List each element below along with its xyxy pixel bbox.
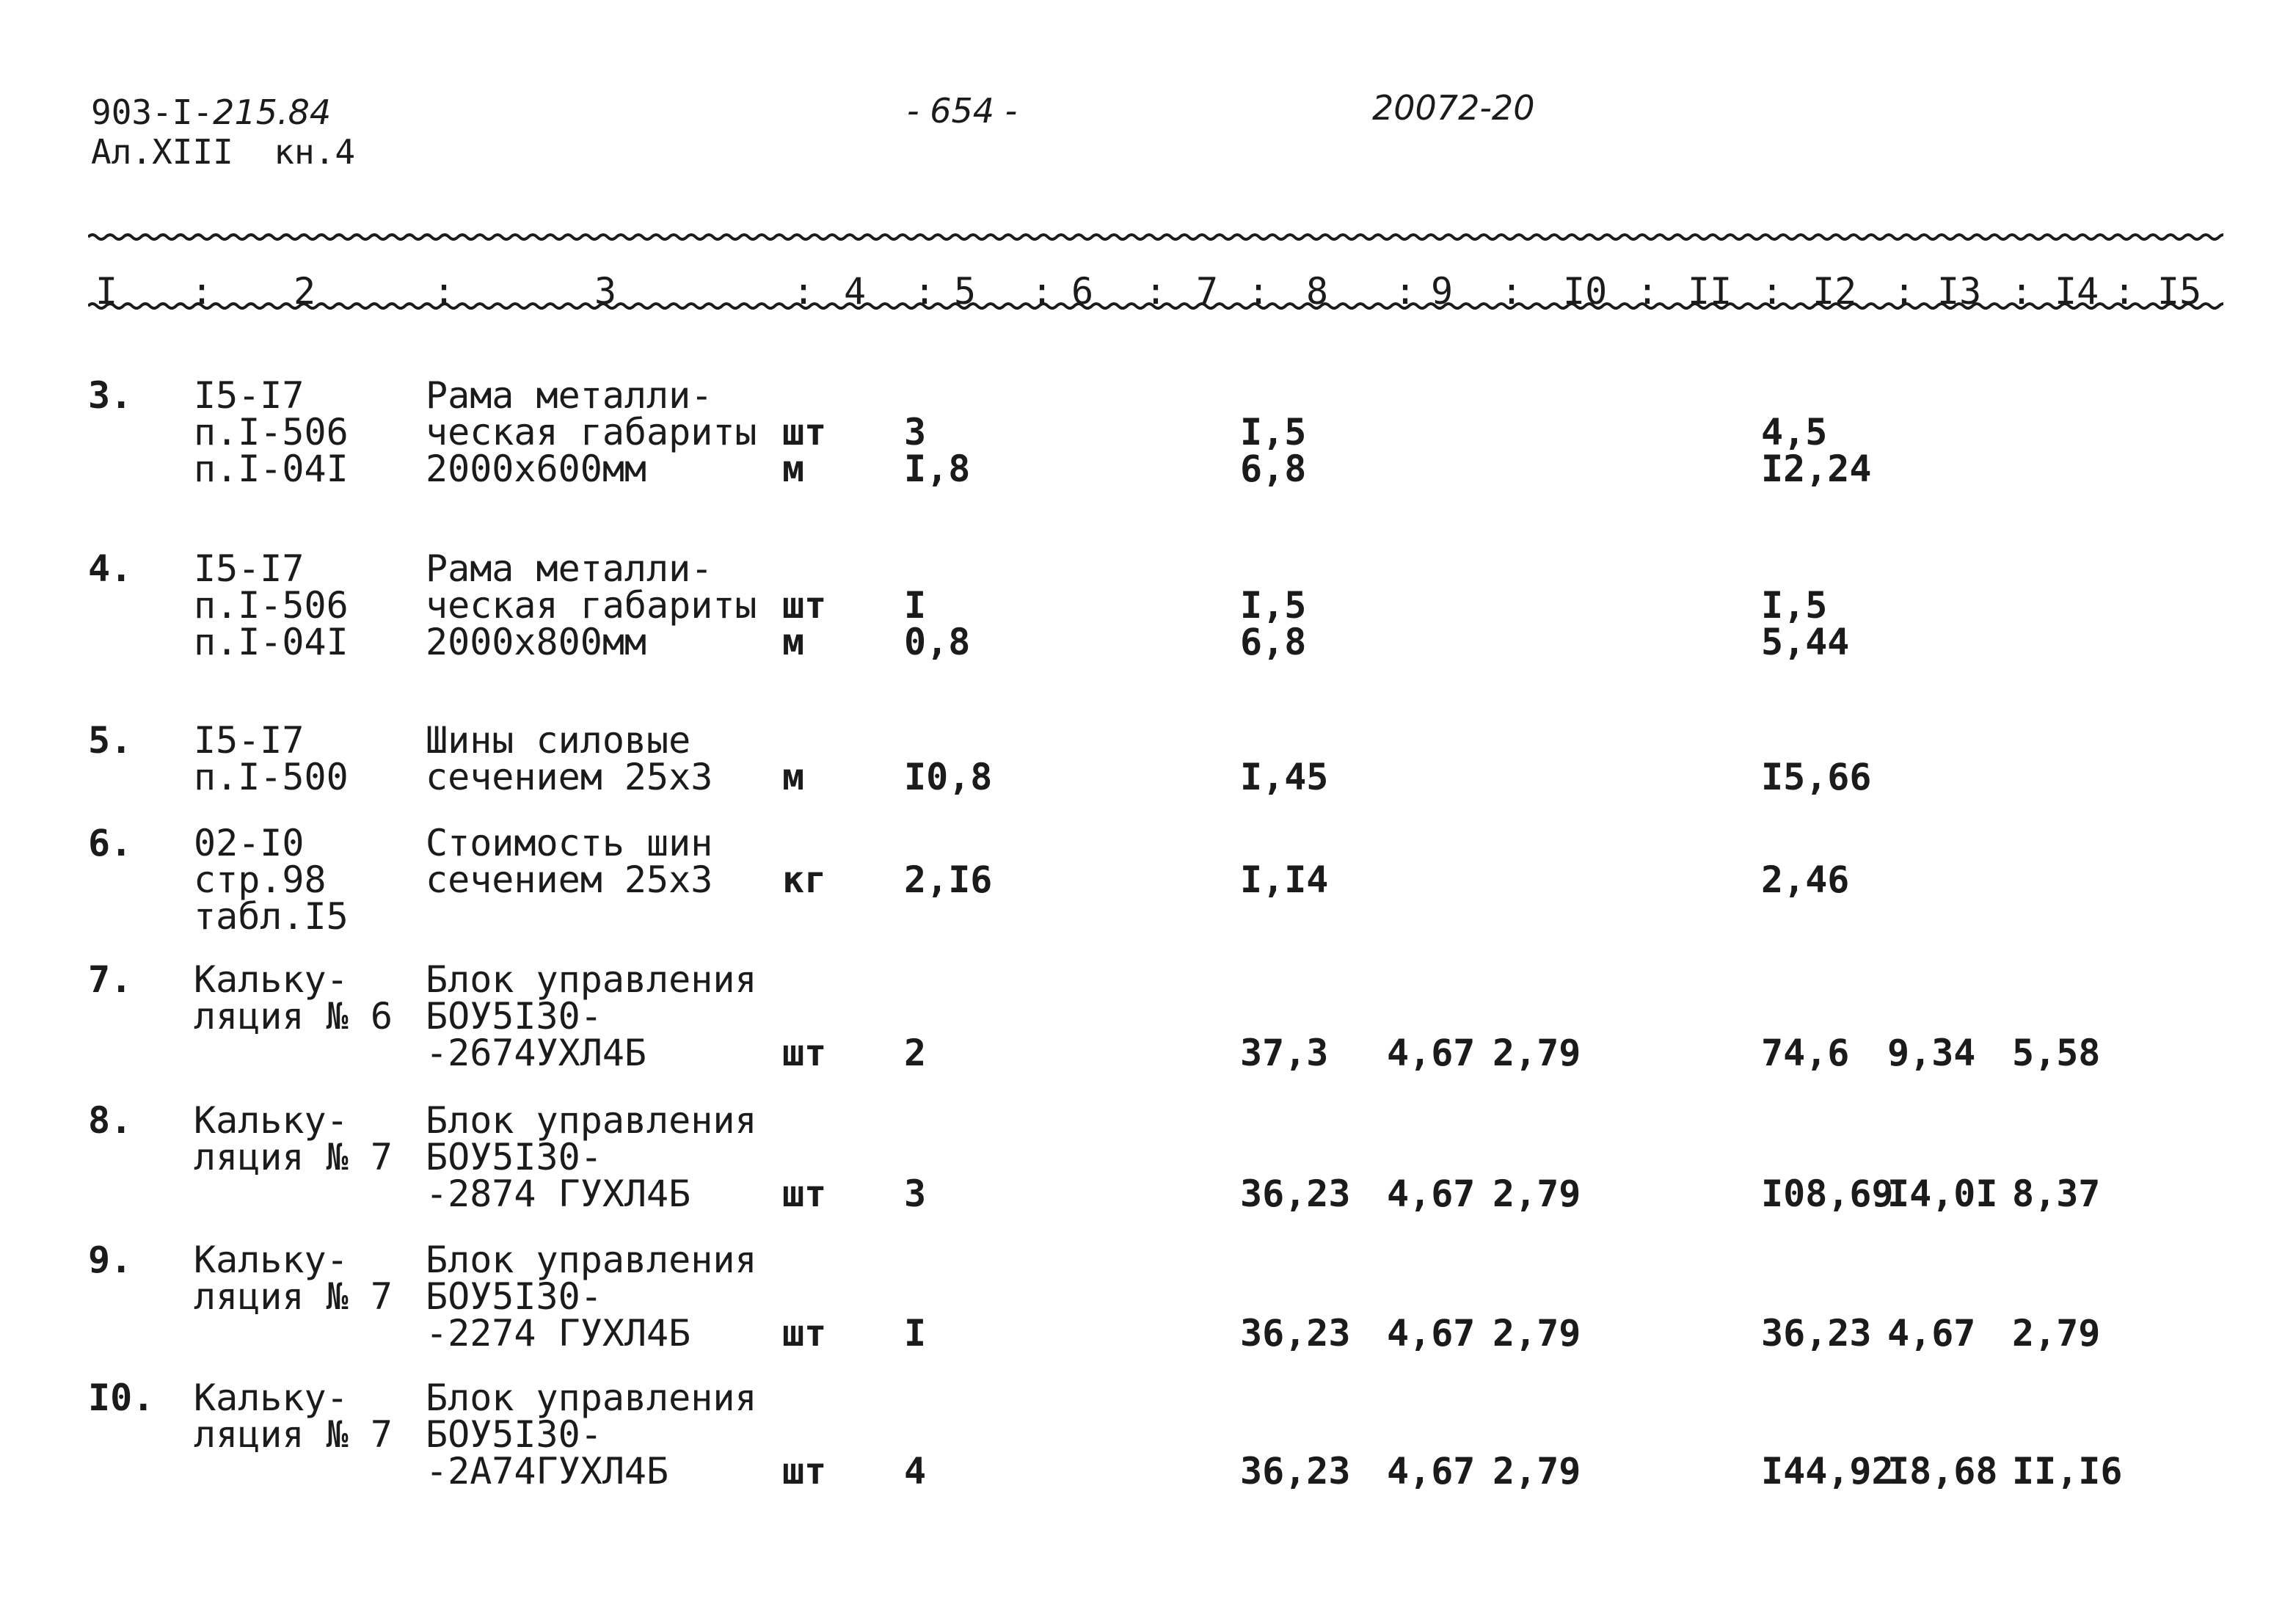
item-name: БОУ5I30- <box>426 1136 602 1178</box>
unit-cost-wages: 4,67 <box>1387 1032 1476 1074</box>
basis-text: табл.I5 <box>194 895 349 938</box>
item-name: Шины силовые <box>426 719 691 762</box>
unit: шт <box>782 1173 827 1215</box>
unit-cost: 36,23 <box>1240 1450 1351 1492</box>
unit-cost: 36,23 <box>1240 1173 1351 1215</box>
column-header: 8 <box>1306 270 1329 313</box>
column-header: 4 <box>844 270 867 313</box>
basis-text: п.I-500 <box>194 756 349 798</box>
total-machines: 5,58 <box>2012 1032 2101 1074</box>
unit-cost-machines: 2,79 <box>1493 1450 1581 1492</box>
quantity: 3 <box>904 1173 927 1215</box>
total-machines: 8,37 <box>2012 1173 2101 1215</box>
row-number: 9. <box>88 1239 133 1281</box>
total-cost: 5,44 <box>1761 621 1850 663</box>
basis-text: п.I-506 <box>194 584 349 627</box>
item-name: ческая габариты <box>426 411 757 453</box>
item-name: сечением 25х3 <box>426 756 713 798</box>
item-name: 2000х800мм <box>426 621 647 663</box>
unit: м <box>782 448 805 490</box>
top-rule <box>88 232 2223 242</box>
total-cost: 36,23 <box>1761 1312 1872 1355</box>
column-header: 7 <box>1196 270 1219 313</box>
unit-cost: 37,3 <box>1240 1032 1329 1074</box>
unit-cost-machines: 2,79 <box>1493 1312 1581 1355</box>
unit: шт <box>782 1312 827 1355</box>
basis-text: I5-I7 <box>194 547 305 590</box>
unit-cost-wages: 4,67 <box>1387 1312 1476 1355</box>
quantity: I <box>904 1312 927 1355</box>
column-separator: : <box>792 270 815 313</box>
item-name: -2274 ГУХЛ4Б <box>426 1312 691 1355</box>
column-header: I3 <box>1937 270 1982 313</box>
row-number: 7. <box>88 958 133 1001</box>
item-name: Стоимость шин <box>426 822 713 864</box>
basis-text: Кальку- <box>194 1377 349 1419</box>
total-machines: II,I6 <box>2012 1450 2123 1492</box>
item-name: БОУ5I30- <box>426 995 602 1038</box>
basis-text: I5-I7 <box>194 719 305 762</box>
basis-text: п.I-04I <box>194 621 349 663</box>
total-machines: 2,79 <box>2012 1312 2101 1355</box>
basis-text: Кальку- <box>194 1239 349 1281</box>
total-cost: I,5 <box>1761 584 1828 627</box>
column-separator: : <box>914 270 936 313</box>
total-cost: 74,6 <box>1761 1032 1850 1074</box>
column-separator: : <box>1394 270 1417 313</box>
document-code <box>91 92 332 132</box>
row-number: 6. <box>88 822 133 864</box>
basis-text: ляция № 6 <box>194 995 393 1038</box>
total-cost: I44,92 <box>1761 1450 1894 1492</box>
unit-cost: I,I4 <box>1240 858 1329 901</box>
column-separator: : <box>191 270 214 313</box>
sheet-code: 20072-20 <box>1372 88 1535 128</box>
row-number: 4. <box>88 547 133 590</box>
unit-cost: I,45 <box>1240 756 1329 798</box>
column-header: 3 <box>594 270 617 313</box>
total-cost: 4,5 <box>1761 411 1828 453</box>
quantity: 3 <box>904 411 927 453</box>
total-cost: 2,46 <box>1761 858 1850 901</box>
unit-cost: I,5 <box>1240 584 1307 627</box>
row-number: 5. <box>88 719 133 762</box>
column-separator: : <box>1145 270 1167 313</box>
quantity: 2,I6 <box>904 858 993 901</box>
total-cost: I2,24 <box>1761 448 1872 490</box>
column-header: I2 <box>1812 270 1857 313</box>
item-name: БОУ5I30- <box>426 1413 602 1456</box>
item-name: Рама металли- <box>426 547 713 590</box>
unit-cost: 6,8 <box>1240 448 1307 490</box>
item-name: -2874 ГУХЛ4Б <box>426 1173 691 1215</box>
basis-text: 02-I0 <box>194 822 305 864</box>
quantity: I <box>904 584 927 627</box>
unit-cost-wages: 4,67 <box>1387 1450 1476 1492</box>
item-name: Блок управления <box>426 1099 757 1142</box>
column-header: I0 <box>1563 270 1608 313</box>
quantity: I0,8 <box>904 756 993 798</box>
unit-cost-machines: 2,79 <box>1493 1173 1581 1215</box>
total-wages: I4,0I <box>1887 1173 1998 1215</box>
basis-text: Кальку- <box>194 1099 349 1142</box>
column-header: 2 <box>294 270 316 313</box>
column-header: I <box>95 270 118 313</box>
total-wages: 9,34 <box>1887 1032 1976 1074</box>
column-header: I5 <box>2157 270 2202 313</box>
column-separator: : <box>1893 270 1916 313</box>
header-rule <box>88 301 2223 311</box>
unit: шт <box>782 1032 827 1074</box>
total-cost: I5,66 <box>1761 756 1872 798</box>
column-separator: : <box>1761 270 1784 313</box>
unit-cost: I,5 <box>1240 411 1307 453</box>
total-wages: 4,67 <box>1887 1312 1976 1355</box>
row-number: 3. <box>88 374 133 417</box>
basis-text: I5-I7 <box>194 374 305 417</box>
unit: шт <box>782 1450 827 1492</box>
basis-text: п.I-04I <box>194 448 349 490</box>
row-number: I0. <box>88 1377 155 1419</box>
basis-text: ляция № 7 <box>194 1136 393 1178</box>
total-cost: I08,69 <box>1761 1173 1894 1215</box>
item-name: Блок управления <box>426 1377 757 1419</box>
document-code-handwritten: 215.84 <box>213 92 332 132</box>
unit: шт <box>782 411 827 453</box>
item-name: 2000х600мм <box>426 448 647 490</box>
quantity: 0,8 <box>904 621 971 663</box>
column-separator: : <box>1247 270 1270 313</box>
item-name: Блок управления <box>426 958 757 1001</box>
page-number: - 654 - <box>907 91 1018 131</box>
item-name: БОУ5I30- <box>426 1275 602 1318</box>
column-header: 5 <box>954 270 977 313</box>
row-number: 8. <box>88 1099 133 1142</box>
item-name: -2А74ГУХЛ4Б <box>426 1450 669 1492</box>
unit: шт <box>782 584 827 627</box>
document-code-printed: 903-I- <box>91 92 214 132</box>
unit: м <box>782 756 805 798</box>
column-separator: : <box>1636 270 1659 313</box>
column-header: II <box>1688 270 1732 313</box>
column-separator: : <box>2011 270 2033 313</box>
basis-text: стр.98 <box>194 858 327 901</box>
column-separator: : <box>1501 270 1523 313</box>
item-name: Рама металли- <box>426 374 713 417</box>
unit: м <box>782 621 805 663</box>
basis-text: Кальку- <box>194 958 349 1001</box>
column-separator: : <box>433 270 456 313</box>
column-header: 9 <box>1431 270 1454 313</box>
item-name: ческая габариты <box>426 584 757 627</box>
unit-cost: 36,23 <box>1240 1312 1351 1355</box>
item-name: -2674УХЛ4Б <box>426 1032 647 1074</box>
basis-text: п.I-506 <box>194 411 349 453</box>
unit-cost: 6,8 <box>1240 621 1307 663</box>
basis-text: ляция № 7 <box>194 1413 393 1456</box>
item-name: сечением 25х3 <box>426 858 713 901</box>
unit-cost-machines: 2,79 <box>1493 1032 1581 1074</box>
unit-cost-wages: 4,67 <box>1387 1173 1476 1215</box>
quantity: 4 <box>904 1450 927 1492</box>
total-wages: I8,68 <box>1887 1450 1998 1492</box>
basis-text: ляция № 7 <box>194 1275 393 1318</box>
column-separator: : <box>1031 270 1054 313</box>
column-header: I4 <box>2055 270 2099 313</box>
column-separator: : <box>2113 270 2136 313</box>
unit: кг <box>782 858 827 901</box>
quantity: I,8 <box>904 448 971 490</box>
album-reference: Ал.XIII кн.4 <box>91 132 356 172</box>
column-header: 6 <box>1071 270 1094 313</box>
item-name: Блок управления <box>426 1239 757 1281</box>
quantity: 2 <box>904 1032 927 1074</box>
